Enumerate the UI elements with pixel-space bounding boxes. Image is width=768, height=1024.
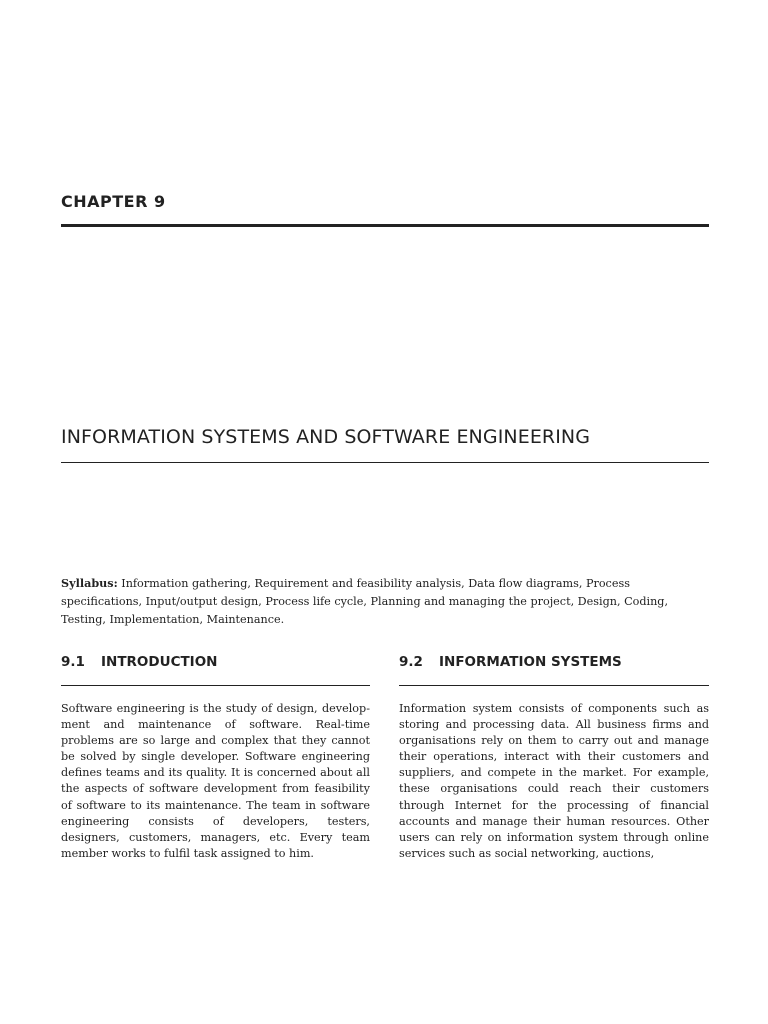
section-divider bbox=[61, 685, 370, 686]
section-body-introduction: Software engineering is the study of design, development and maintenance of software. Real-time problems are so large and complex that they cannot be solved by single developer. Software engineering defines teams and its quality. It is concerned about all the aspects of software development from feasibility of software to its maintenance. The team in software engineering consists of developers, testers, designers, customers, managers, etc. Every team member works to fulfil task assigned to him. bbox=[61, 702, 370, 860]
chapter-title: INFORMATION SYSTEMS AND SOFTWARE ENGINEERING bbox=[61, 426, 591, 448]
chapter-label: CHAPTER 9 bbox=[61, 192, 166, 211]
syllabus-paragraph bbox=[61, 574, 711, 629]
section-number: 9.1 bbox=[61, 654, 85, 670]
section-title: INFORMATION SYSTEMS bbox=[439, 654, 622, 670]
section-heading-information-systems bbox=[399, 654, 622, 670]
syllabus-text: Information gathering, Requirement and feasibility analysis, Data flow diagrams, Process specifications, Input/output design, Process life cycle, Planning and managing the project, Design, Coding, Testing, Implementation, Maintenance. bbox=[61, 577, 669, 626]
section-divider bbox=[399, 685, 709, 686]
syllabus-label: Syllabus: bbox=[61, 576, 118, 590]
section-number: 9.2 bbox=[399, 654, 423, 670]
section-heading-introduction bbox=[61, 654, 217, 670]
section-body-information-systems: Information system consists of components such as storing and processing data. All business firms and organisations rely on them to carry out and manage their operations, interact with their customers and suppliers, and compete in the market. For example, these organisations could reach their customers through Internet for the processing of financial accounts and manage their human resources. Other users can rely on information system through online services such as social networking, auctions, bbox=[399, 702, 709, 860]
chapter-divider bbox=[61, 224, 709, 227]
section-title: INTRODUCTION bbox=[101, 654, 218, 670]
title-divider bbox=[61, 462, 709, 463]
